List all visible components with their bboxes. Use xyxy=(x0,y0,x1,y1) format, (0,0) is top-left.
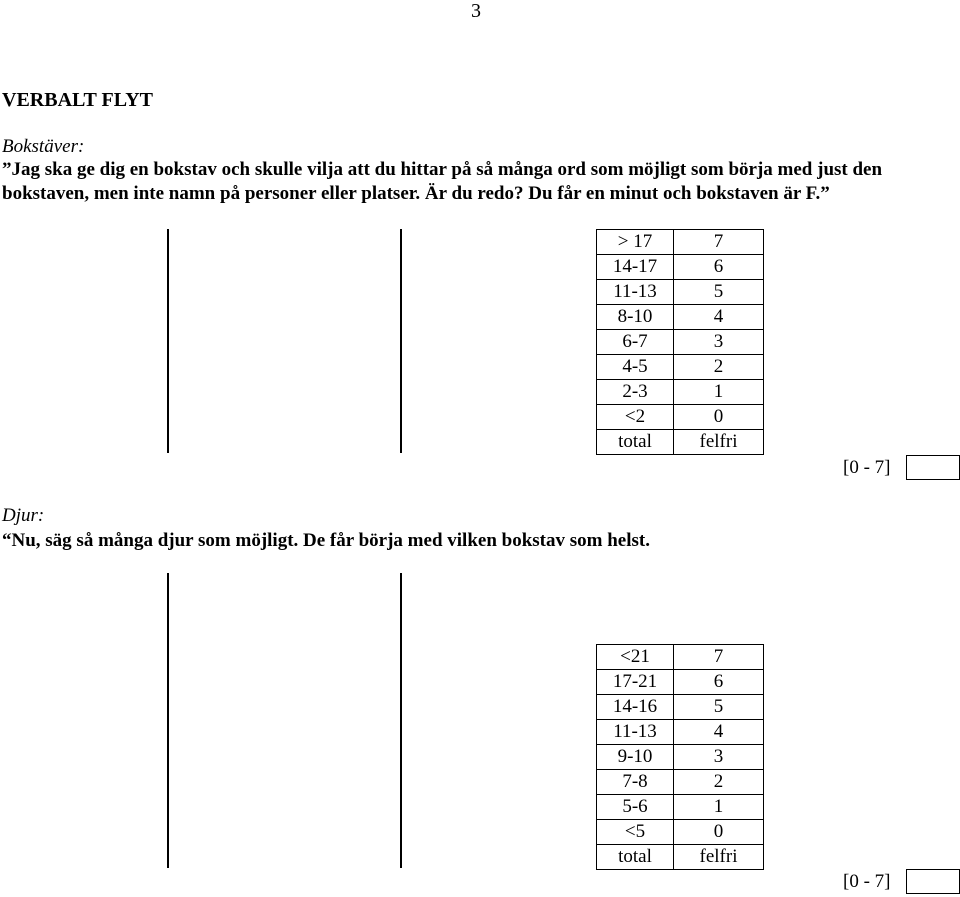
letters-instruction: ”Jag ska ge dig en bokstav och skulle vilja att du hittar på så många ord som möjligt som börja med just den bokstaven, men inte namn på personer eller platser. Är du redo? Du får en minut och bokstaven är F.” xyxy=(2,159,883,204)
animals-label: Djur: xyxy=(2,505,45,526)
score-value-cell: 2 xyxy=(674,355,764,380)
letters-range-label: [0 - 7] xyxy=(843,457,891,478)
score-row xyxy=(597,645,764,670)
score-range-cell: 4-5 xyxy=(597,355,674,380)
animals-range-label: [0 - 7] xyxy=(843,871,891,892)
score-row xyxy=(597,405,764,430)
score-value-cell: 2 xyxy=(674,770,764,795)
score-row xyxy=(597,695,764,720)
response-column-divider xyxy=(167,573,169,868)
animals-score-table xyxy=(596,644,764,870)
score-range-cell: <2 xyxy=(597,405,674,430)
letters-score-table xyxy=(596,229,764,455)
score-value-cell: 3 xyxy=(674,745,764,770)
score-range-cell: total xyxy=(597,845,674,870)
score-range-cell: 11-13 xyxy=(597,720,674,745)
score-range-cell: <21 xyxy=(597,645,674,670)
score-range-cell: 8-10 xyxy=(597,305,674,330)
score-value-cell: 7 xyxy=(674,230,764,255)
response-column-divider xyxy=(400,229,402,453)
score-value-cell: 1 xyxy=(674,795,764,820)
score-value-cell: 5 xyxy=(674,695,764,720)
score-range-cell: <5 xyxy=(597,820,674,845)
score-row xyxy=(597,380,764,405)
score-range-cell: > 17 xyxy=(597,230,674,255)
score-value-cell: 1 xyxy=(674,380,764,405)
animals-instruction: “Nu, säg så många djur som möjligt. De får börja med vilken bokstav som helst. xyxy=(2,530,650,551)
score-row xyxy=(597,305,764,330)
response-column-divider xyxy=(400,573,402,868)
page-number: 3 xyxy=(471,0,481,22)
section-title: VERBALT FLYT xyxy=(2,89,153,111)
score-row xyxy=(597,845,764,870)
score-range-cell: 11-13 xyxy=(597,280,674,305)
score-range-cell: 17-21 xyxy=(597,670,674,695)
score-range-cell: 14-16 xyxy=(597,695,674,720)
score-value-cell: felfri xyxy=(674,845,764,870)
score-value-cell: 0 xyxy=(674,820,764,845)
score-range-cell: 2-3 xyxy=(597,380,674,405)
score-row xyxy=(597,255,764,280)
score-value-cell: 7 xyxy=(674,645,764,670)
score-range-cell: 14-17 xyxy=(597,255,674,280)
score-range-cell: 9-10 xyxy=(597,745,674,770)
response-column-divider xyxy=(167,229,169,453)
score-row xyxy=(597,280,764,305)
score-value-cell: 6 xyxy=(674,255,764,280)
score-row xyxy=(597,720,764,745)
score-range-cell: 6-7 xyxy=(597,330,674,355)
score-value-cell: 6 xyxy=(674,670,764,695)
score-row xyxy=(597,795,764,820)
score-value-cell: felfri xyxy=(674,430,764,455)
score-value-cell: 4 xyxy=(674,305,764,330)
score-row xyxy=(597,430,764,455)
letters-label: Bokstäver: xyxy=(2,136,85,157)
score-row xyxy=(597,745,764,770)
score-row xyxy=(597,355,764,380)
score-value-cell: 5 xyxy=(674,280,764,305)
score-row xyxy=(597,770,764,795)
score-range-cell: 7-8 xyxy=(597,770,674,795)
score-range-cell: total xyxy=(597,430,674,455)
score-row xyxy=(597,230,764,255)
animals-score-box[interactable] xyxy=(906,869,960,894)
letters-score-box[interactable] xyxy=(906,455,960,480)
score-row xyxy=(597,820,764,845)
score-value-cell: 0 xyxy=(674,405,764,430)
score-row xyxy=(597,330,764,355)
score-row xyxy=(597,670,764,695)
score-value-cell: 3 xyxy=(674,330,764,355)
score-value-cell: 4 xyxy=(674,720,764,745)
score-range-cell: 5-6 xyxy=(597,795,674,820)
